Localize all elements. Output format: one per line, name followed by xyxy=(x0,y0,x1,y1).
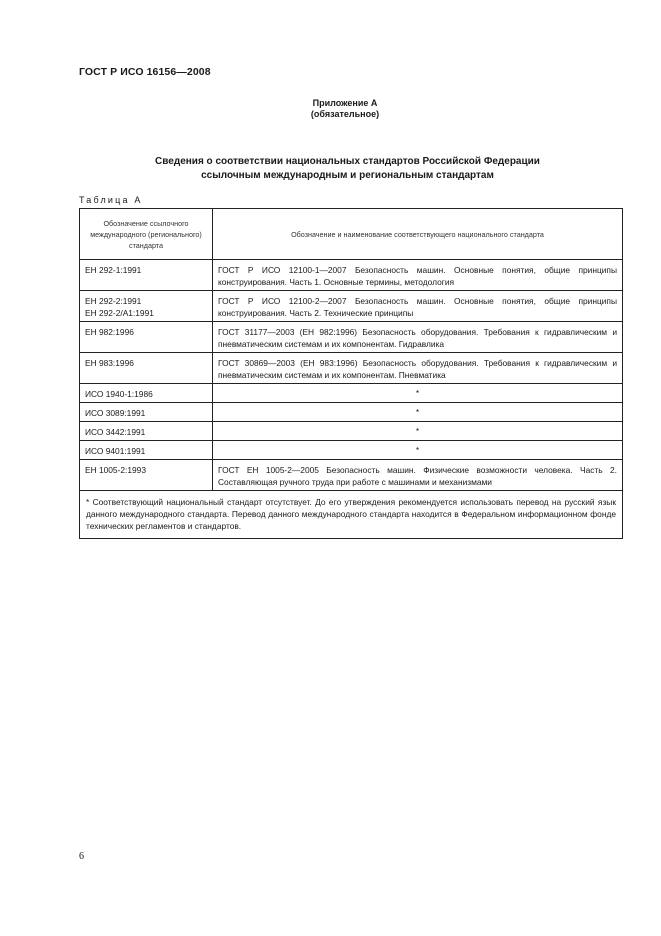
national-cell: ГОСТ Р ИСО 12100-1—2007 Безопасность машин. Основные понятия, общие принципы конструирования. Часть 1. Основные термины, методология xyxy=(213,260,623,291)
reference-cell xyxy=(80,291,213,322)
national-cell: ГОСТ ЕН 1005-2—2005 Безопасность машин. Физические возможности человека. Часть 2. Составляющая ручного труда при работе с машинами и механизмами xyxy=(213,460,623,491)
reference-code: ЕН 983:1996 xyxy=(85,358,134,368)
table-row xyxy=(80,422,623,441)
reference-code: ИСО 3089:1991 xyxy=(85,408,146,418)
table-footnote: * Соответствующий национальный стандарт отсутствует. До его утверждения рекомендуется использовать перевод на русский язык данного международного стандарта. Перевод данного международного стандарта находится в Федеральном информационном фонде технических регламентов и стандартов. xyxy=(80,491,623,539)
reference-cell xyxy=(80,353,213,384)
section-title-line-2: ссылочным международным и региональным стандартам xyxy=(201,170,494,181)
header-reference-standard: Обозначение ссылочного международного (регионального) стандарта xyxy=(80,209,213,260)
national-cell: ГОСТ 31177—2003 (ЕН 982:1996) Безопасность оборудования. Требования к гидравлическим и пневматическим системам и их компонентам. Гидравлика xyxy=(213,322,623,353)
appendix-status: (обязательное) xyxy=(310,109,380,119)
national-cell: ГОСТ Р ИСО 12100-2—2007 Безопасность машин. Основные понятия, общие принципы конструирования. Часть 2. Технические принципы xyxy=(213,291,623,322)
national-cell: ГОСТ 30869—2003 (ЕН 983:1996) Безопасность оборудования. Требования к гидравлическим и пневматическим системам и их компонентам. Пневматика xyxy=(213,353,623,384)
appendix-heading xyxy=(0,98,661,120)
table-row xyxy=(80,322,623,353)
reference-code: ИСО 9401:1991 xyxy=(85,446,146,456)
reference-code: ЕН 292-2/A1:1991 xyxy=(85,308,154,318)
header-national-standard: Обозначение и наименование соответствующего национального стандарта xyxy=(213,209,623,260)
reference-cell xyxy=(80,403,213,422)
national-cell-absent: * xyxy=(213,403,623,422)
reference-cell xyxy=(80,384,213,403)
appendix-title: Приложение А xyxy=(312,98,378,108)
table-footnote-row xyxy=(80,491,623,539)
reference-code: ЕН 982:1996 xyxy=(85,327,134,337)
table-row xyxy=(80,260,623,291)
table-row xyxy=(80,460,623,491)
reference-code: ИСО 1940-1:1986 xyxy=(85,389,153,399)
section-title-line-1: Сведения о соответствии национальных стандартов Российской Федерации xyxy=(155,156,540,167)
table-header-row xyxy=(80,209,623,260)
national-cell-absent: * xyxy=(213,441,623,460)
section-title xyxy=(0,155,661,183)
reference-code: ЕН 1005-2:1993 xyxy=(85,465,146,475)
reference-code: ЕН 292-1:1991 xyxy=(85,265,142,275)
document-code: ГОСТ Р ИСО 16156—2008 xyxy=(79,66,211,78)
table-row xyxy=(80,384,623,403)
page-number: 6 xyxy=(79,851,84,862)
reference-cell xyxy=(80,441,213,460)
reference-code: ЕН 292-2:1991 xyxy=(85,296,142,306)
table-row xyxy=(80,403,623,422)
national-cell-absent: * xyxy=(213,422,623,441)
table-row xyxy=(80,441,623,460)
table-caption: Таблица А xyxy=(79,195,143,205)
national-cell-absent: * xyxy=(213,384,623,403)
standards-table xyxy=(79,208,623,539)
table-row xyxy=(80,291,623,322)
reference-cell xyxy=(80,460,213,491)
table-row xyxy=(80,353,623,384)
reference-cell xyxy=(80,422,213,441)
reference-cell xyxy=(80,322,213,353)
reference-cell xyxy=(80,260,213,291)
reference-code: ИСО 3442:1991 xyxy=(85,427,146,437)
